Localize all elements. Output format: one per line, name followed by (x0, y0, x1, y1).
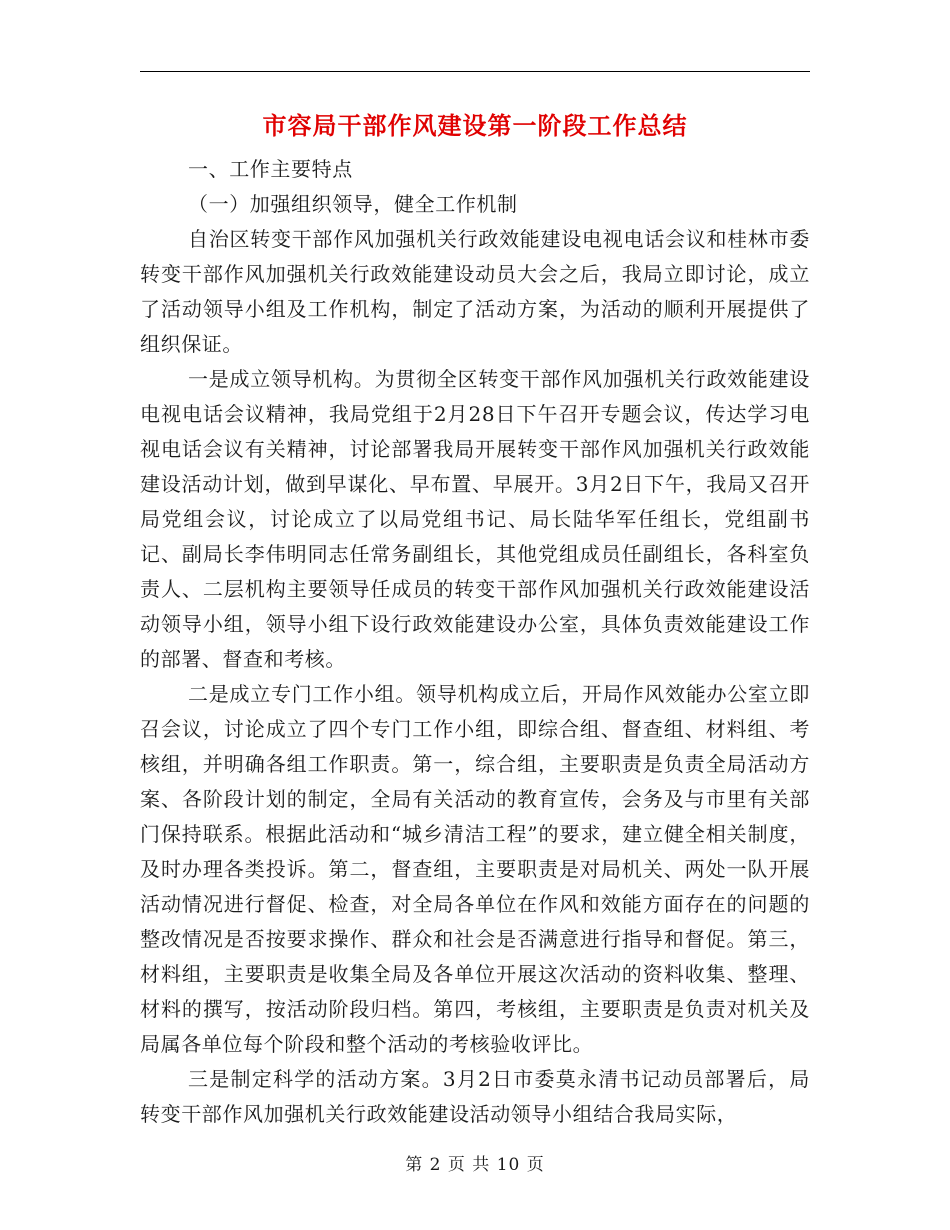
paragraph-intro: 自治区转变干部作风加强机关行政效能建设电视电话会议和桂林市委转变干部作风加强机关行政效能建设动员大会之后，我局立即讨论，成立了活动领导小组及工作机构，制定了活动方案，为活动的顺利开展提供了组织保证。 (140, 227, 810, 356)
document-title: 市容局干部作风建设第一阶段工作总结 (262, 111, 688, 140)
subsection-heading: （一）加强组织领导，健全工作机制 (188, 192, 518, 216)
section-heading: 一、工作主要特点 (188, 157, 353, 181)
paragraph-leadership: 一是成立领导机构。为贯彻全区转变干部作风加强机关行政效能建设电视电话会议精神，我局党组于2月28日下午召开专题会议，传达学习电视电话会议有关精神，讨论部署我局开展转变干部作风加强机关行政效能建设活动计划，做到早谋化、早布置、早展开。3月2日下午，我局又召开局党组会议，讨论成立了以局党组书记、局长陆华军任组长，党组副书记、副局长李伟明同志任常务副组长，其他党组成员任副组长，各科室负责人、二层机构主要领导任成员的转变干部作风加强机关行政效能建设活动领导小组，领导小组下设行政效能建设办公室，具体负责效能建设工作的部署、督查和考核。 (140, 367, 810, 671)
paragraph-activity-plan: 三是制定科学的活动方案。3月2日市委莫永清书记动员部署后，局转变干部作风加强机关行政效能建设活动领导小组结合我局实际， (140, 1067, 810, 1126)
page-footer: 第 2 页 共 10 页 (405, 1155, 545, 1175)
document-body (140, 152, 810, 1132)
paragraph-working-groups: 二是成立专门工作小组。领导机构成立后，开局作风效能办公室立即召会议，讨论成立了四个专门工作小组，即综合组、督查组、材料组、考核组，并明确各组工作职责。第一，综合组，主要职责是负责全局活动方案、各阶段计划的制定，全局有关活动的教育宣传，会务及与市里有关部门保持联系。根据此活动和“城乡清洁工程”的要求，建立健全相关制度，及时办理各类投诉。第二，督查组，主要职责是对局机关、两处一队开展活动情况进行督促、检查，对全局各单位在作风和效能方面存在的问题的整改情况是否按要求操作、群众和社会是否满意进行指导和督促。第三，材料组，主要职责是收集全局及各单位开展这次活动的资料收集、整理、材料的撰写，按活动阶段归档。第四，考核组，主要职责是负责对机关及局属各单位每个阶段和整个活动的考核验收评比。 (140, 682, 810, 1056)
header-rule (140, 71, 810, 72)
